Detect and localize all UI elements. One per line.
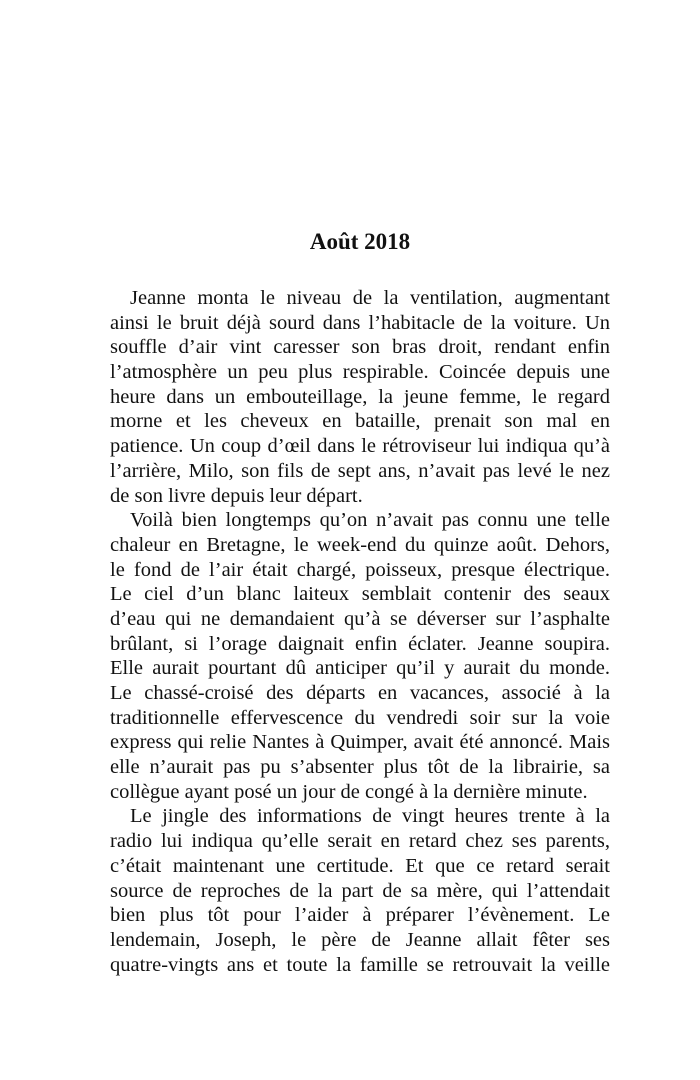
- text-line: de son livre depuis leur départ.: [110, 484, 363, 507]
- paragraph: [110, 804, 610, 977]
- text-line: patience. Un coup d’œil dans le rétroviseur lui indiqua qu’à: [110, 435, 610, 458]
- text-line: Elle aurait pourtant dû anticiper qu’il y aurait du monde.: [110, 657, 610, 680]
- text-line: Le jingle des informations de vingt heures trente à la: [130, 805, 610, 828]
- text-line: le fond de l’air était chargé, poisseux, presque électrique.: [110, 558, 610, 581]
- text-line: express qui relie Nantes à Quimper, avait été annoncé. Mais: [110, 731, 610, 754]
- paragraph: [110, 508, 610, 804]
- chapter-title: Août 2018: [309, 229, 411, 255]
- text-line: c’était maintenant une certitude. Et que ce retard serait: [110, 854, 610, 877]
- text-line: Le chassé-croisé des départs en vacances, associé à la: [110, 682, 610, 704]
- text-line: lendemain, Joseph, le père de Jeanne allait fêter ses: [110, 928, 610, 951]
- text-line: l’arrière, Milo, son fils de sept ans, n’avait pas levé le nez: [110, 459, 610, 482]
- text-line: elle n’aurait pas pu s’absenter plus tôt de la librairie, sa: [110, 756, 610, 779]
- text-line: collègue ayant posé un jour de congé à la dernière minute.: [110, 780, 588, 803]
- text-line: chaleur en Bretagne, le week-end du quinze août. Dehors,: [110, 533, 610, 556]
- text-line: bien plus tôt pour l’aider à préparer l’évènement. Le: [110, 904, 610, 927]
- text-line: ainsi le bruit déjà sourd dans l’habitacle de la voiture. Un: [110, 311, 610, 334]
- text-line: quatre-vingts ans et toute la famille se retrouvait la veille: [110, 953, 610, 976]
- text-line: d’eau qui ne demandaient qu’à se déverser sur l’asphalte: [110, 607, 610, 630]
- text-line: Jeanne monta le niveau de la ventilation, augmentant: [130, 287, 610, 309]
- text-line: morne et les cheveux en bataille, prenait son mal en: [110, 410, 610, 433]
- text-line: souffle d’air vint caresser son bras droit, rendant enfin: [110, 336, 610, 359]
- text-line: heure dans un embouteillage, la jeune femme, le regard: [110, 385, 610, 408]
- text-line: traditionnelle effervescence du vendredi soir sur la voie: [110, 706, 610, 729]
- paragraph: [110, 286, 610, 508]
- body-text: [110, 286, 610, 977]
- text-line: Voilà bien longtemps qu’on n’avait pas connu une telle: [130, 509, 610, 532]
- text-line: source de reproches de la part de sa mère, qui l’attendait: [110, 879, 610, 902]
- text-line: brûlant, si l’orage daignait enfin éclater. Jeanne soupira.: [110, 632, 610, 655]
- text-line: radio lui indiqua qu’elle serait en retard chez ses parents,: [110, 830, 610, 853]
- text-line: Le ciel d’un blanc laiteux semblait contenir des seaux: [110, 583, 610, 606]
- text-line: l’atmosphère un peu plus respirable. Coincée depuis une: [110, 361, 610, 384]
